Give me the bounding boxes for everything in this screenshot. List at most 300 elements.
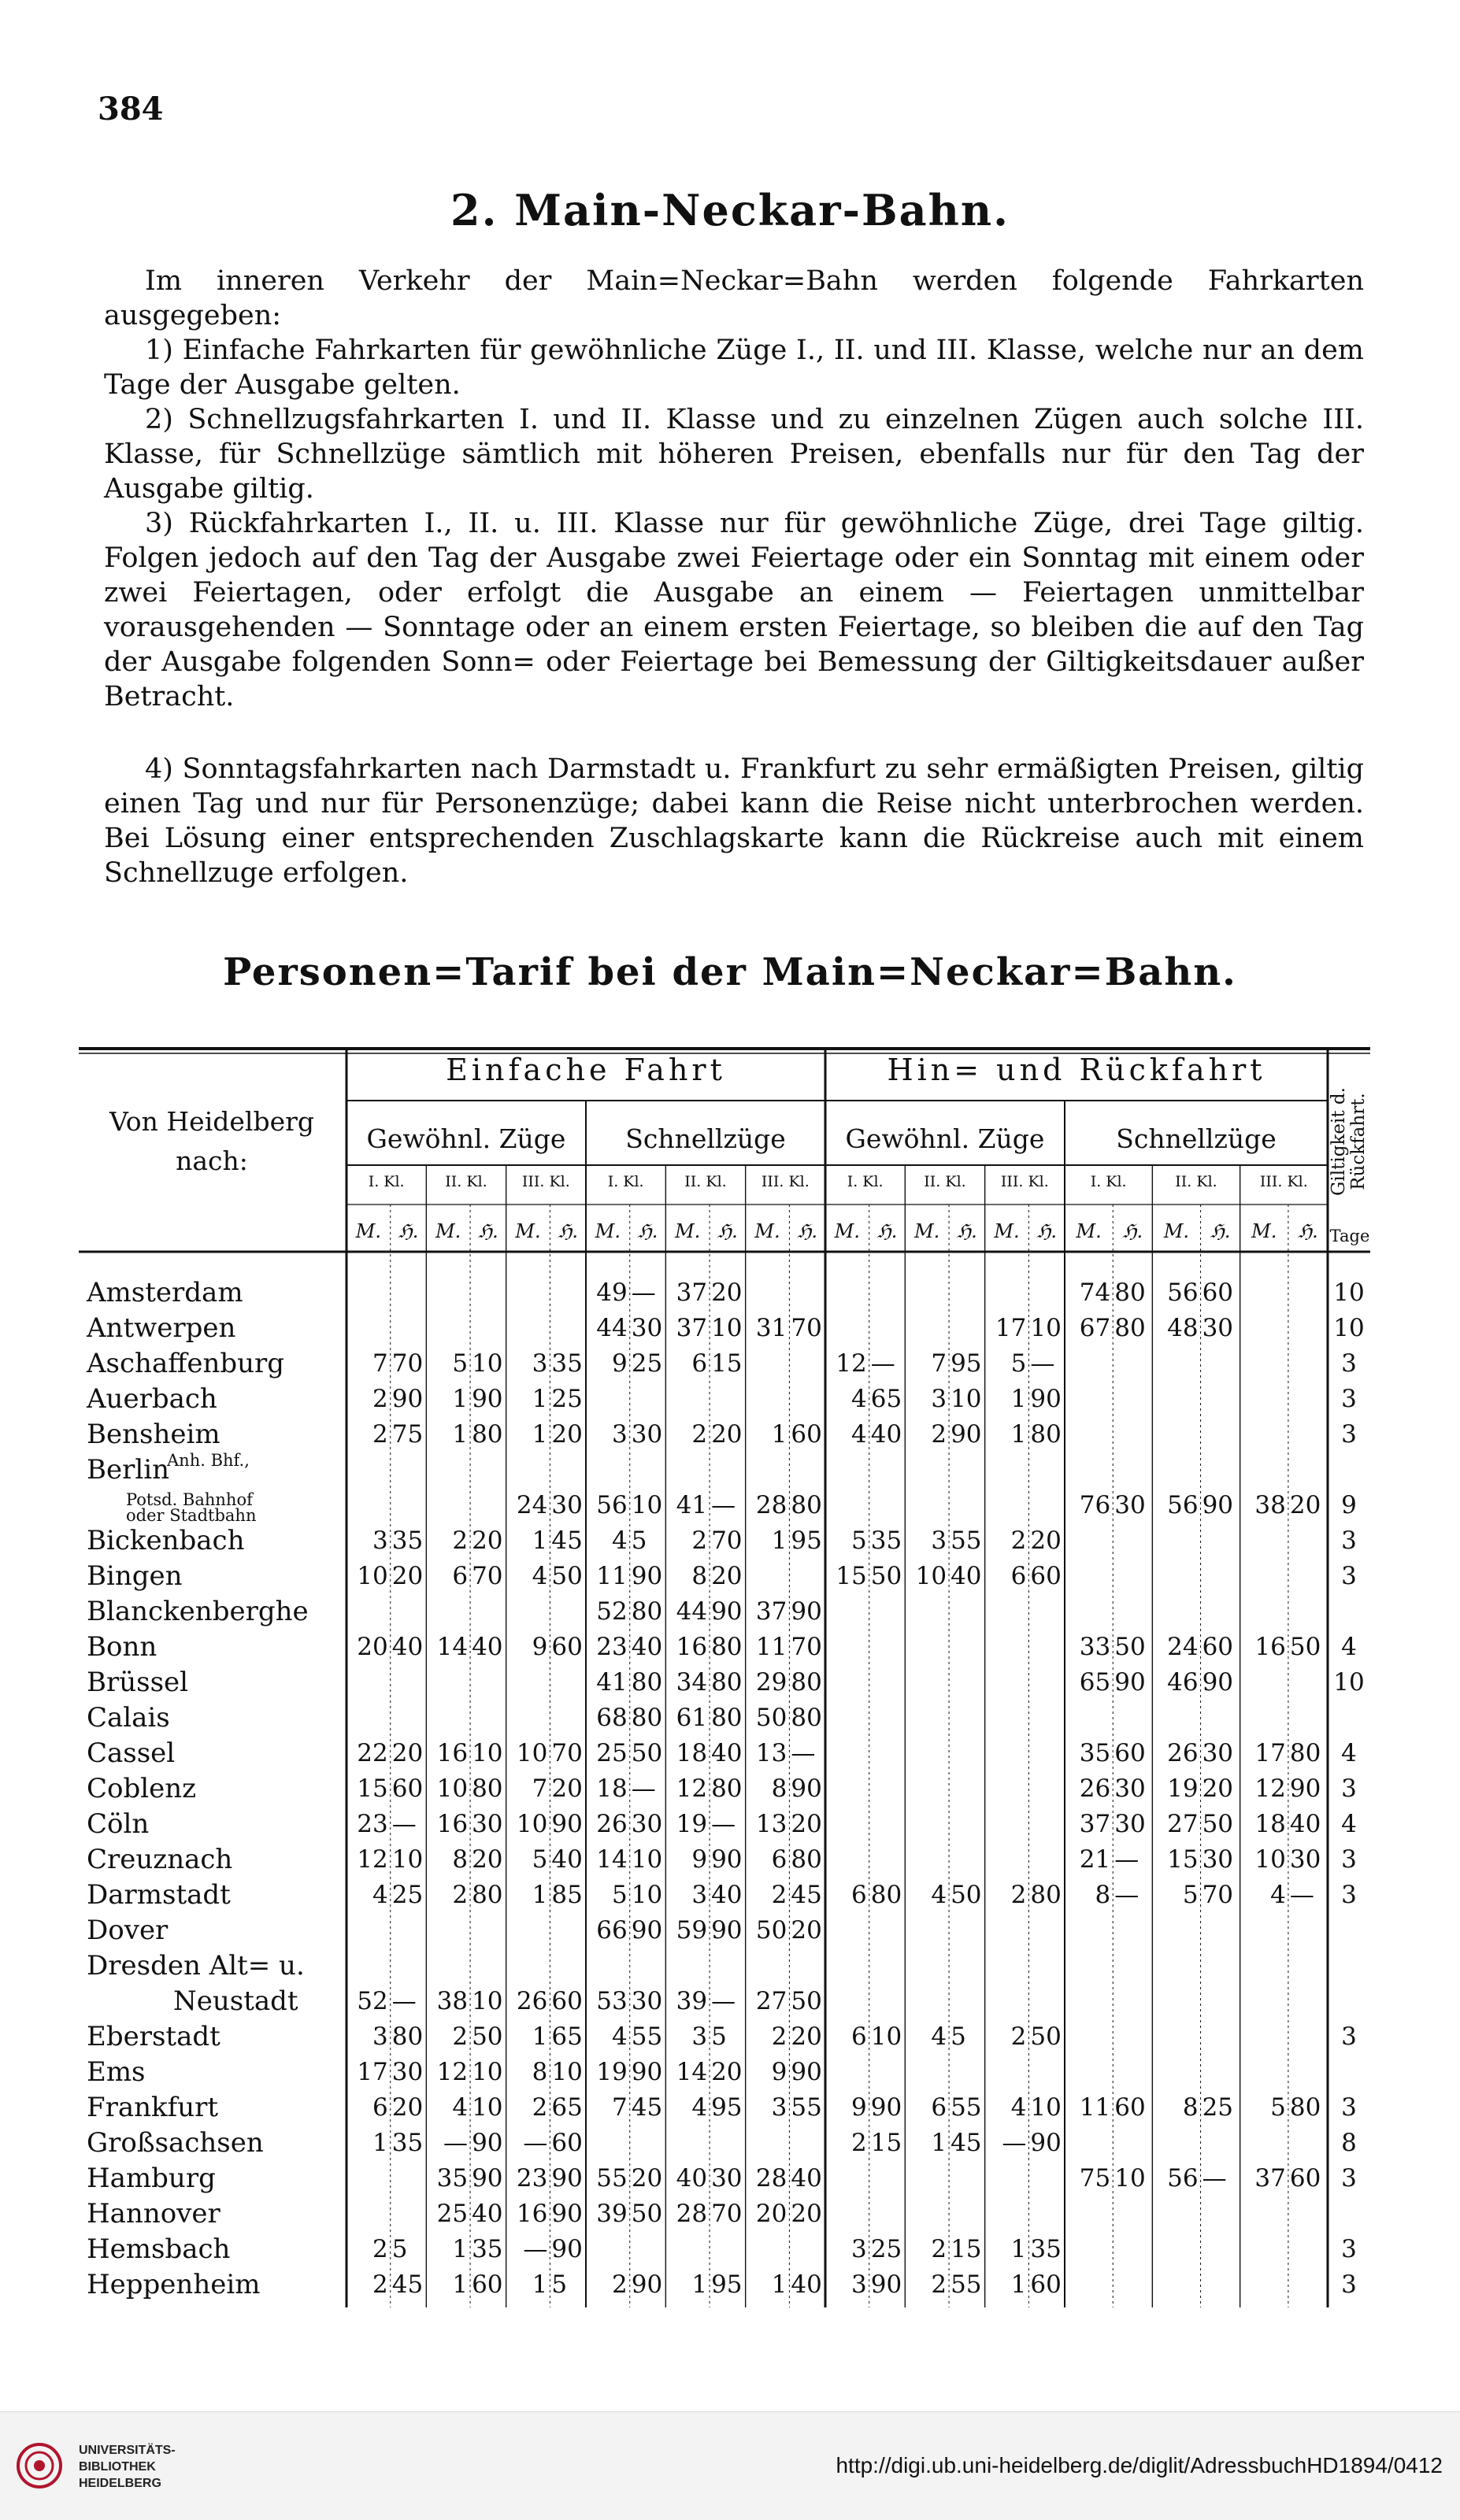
fare-pfennig: 20 [551,1420,583,1449]
fare-mark: 8 [1095,1881,1111,1909]
destination-name: Neustadt [173,1985,298,2017]
fare-pfennig: 60 [1030,2270,1062,2299]
fare-mark: 18 [596,1774,628,1803]
fare-mark: 34 [676,1668,708,1697]
header-unit-mark: M. [1163,1220,1190,1242]
fare-mark: 28 [676,2200,708,2228]
fare-mark: 6 [1010,1562,1027,1590]
fare-mark: 7 [532,1774,548,1803]
header-unit-mark: M. [914,1220,940,1242]
fare-mark: 1 [771,1526,787,1555]
fare-mark: 4 [611,1526,628,1555]
fare-mark: 2 [611,2270,628,2299]
fare-mark: 66 [596,1916,628,1945]
header-unit-pfennig: ℌ. [1298,1220,1318,1242]
header-to: nach: [176,1145,248,1176]
fare-mark: 65 [1079,1668,1111,1697]
fare-mark: 2 [931,2270,947,2299]
fare-mark: 5 [532,1845,548,1874]
destination-name: Heppenheim [87,2269,261,2300]
table-row [79,2055,1370,2090]
fare-pfennig: 20 [1289,1491,1321,1519]
fare-pfennig: 40 [631,1633,663,1661]
fare-pfennig: 70 [472,1562,503,1590]
fare-mark: — [523,2129,548,2157]
fare-pfennig: 80 [791,1845,822,1874]
fare-mark: 1 [452,1420,469,1449]
fare-table [79,1047,1370,2338]
destination-name: Darmstadt [87,1879,231,1911]
fare-pfennig: 35 [551,1349,583,1378]
fare-pfennig: 80 [631,1704,663,1732]
header-gewoehnl-1: Gewöhnl. Züge [366,1123,566,1154]
fare-mark: 56 [1167,1279,1199,1307]
fare-mark: 53 [596,1987,628,2015]
fare-pfennig: 40 [472,2200,503,2228]
fare-pfennig: 50 [551,1562,583,1590]
validity-days: 3 [1341,1881,1357,1909]
header-unit-mark: M. [595,1220,621,1242]
fare-mark: 46 [1167,1668,1199,1697]
table-row [79,1878,1370,1913]
destination-name: Bonn [87,1631,157,1663]
fare-pfennig: 10 [472,2058,503,2086]
fare-pfennig: 70 [711,2200,743,2228]
fare-mark: 11 [755,1633,787,1661]
fare-mark: 16 [436,1739,469,1767]
fare-mark: 27 [1167,1810,1199,1838]
fare-pfennig: 30 [472,1810,503,1838]
fare-pfennig: — [711,1987,736,2015]
fare-mark: 56 [1167,2164,1199,2193]
validity-days: 4 [1341,1810,1357,1838]
fare-pfennig: 65 [870,1385,902,1413]
table-row [79,1700,1370,1736]
fare-mark: 12 [357,1845,388,1874]
destination-subname: Potsd. Bahnhof [126,1490,253,1509]
header-class-1: I. Kl. [368,1173,405,1190]
fare-mark: 16 [676,1633,708,1661]
fare-pfennig: 30 [1114,1810,1146,1838]
fare-pfennig: 50 [950,1881,982,1909]
fare-mark: 4 [452,2093,469,2122]
header-unit-pfennig: ℌ. [797,1220,818,1242]
destination-name: Coblenz [87,1773,197,1804]
fare-mark: 50 [755,1916,787,1945]
fare-pfennig: 90 [631,1562,663,1590]
fare-pfennig: 50 [631,1739,663,1767]
fare-pfennig: 10 [551,2058,583,2086]
fare-mark: 28 [755,1491,787,1519]
fare-pfennig: 90 [711,1597,743,1626]
fare-mark: 17 [357,2058,388,2086]
fare-pfennig: 90 [391,1385,424,1413]
fare-pfennig: — [1114,1845,1139,1874]
fare-mark: 1 [532,2270,548,2299]
fare-mark: 39 [676,1987,708,2015]
fare-pfennig: — [1030,1349,1055,1378]
table-row [79,2196,1370,2232]
fare-pfennig: 50 [1030,2022,1062,2051]
fare-pfennig: 90 [870,2270,902,2299]
fare-mark: 2 [372,1420,388,1449]
fare-mark: 7 [372,1349,388,1378]
fare-mark: 26 [1079,1774,1111,1803]
table-row [79,2019,1370,2055]
fare-pfennig: 40 [1289,1810,1321,1838]
fare-mark: 1 [1010,1420,1027,1449]
fare-pfennig: 75 [391,1420,424,1449]
fare-mark: 1 [771,1420,787,1449]
fare-pfennig: 30 [631,1810,663,1838]
table-row [79,1311,1370,1346]
page-number: 384 [98,91,164,128]
fare-mark: 44 [596,1314,628,1342]
fare-pfennig: 20 [1202,1774,1234,1803]
fare-pfennig: 60 [1202,1633,1234,1661]
fare-mark: 44 [676,1597,708,1626]
destination-subname: Anh. Bhf., [167,1451,250,1470]
fare-pfennig: 60 [1030,1562,1062,1590]
fare-mark: 1 [532,1526,548,1555]
header-unit-mark: M. [754,1220,780,1242]
fare-pfennig: 10 [1030,1314,1062,1342]
fare-pfennig: 30 [551,1491,583,1519]
fare-mark: 17 [1254,1739,1286,1767]
header-unit-mark: M. [1251,1220,1277,1242]
fare-mark: 20 [755,2200,787,2228]
fare-pfennig: 20 [791,1810,822,1838]
fare-mark: 10 [357,1562,388,1590]
fare-mark: 10 [516,1810,548,1838]
fare-pfennig: — [1202,2164,1227,2193]
fare-mark: 2 [771,2022,787,2051]
fare-pfennig: 80 [1114,1279,1146,1307]
fare-mark: 15 [357,1774,388,1803]
fare-pfennig: 55 [631,2022,663,2051]
header-unit-pfennig: ℌ. [1210,1220,1231,1242]
validity-days: 3 [1341,1526,1357,1555]
fare-pfennig: 70 [791,1314,822,1342]
fare-mark: 1 [1010,1385,1027,1413]
fare-pfennig: 30 [391,2058,424,2086]
destination-name: Blanckenberghe [87,1596,309,1627]
destination-name: Großsachsen [87,2127,264,2159]
fare-pfennig: 10 [631,1881,663,1909]
fare-pfennig: — [1114,1881,1139,1909]
header-class-1: I. Kl. [607,1173,644,1190]
fare-mark: 5 [1010,1349,1027,1378]
fare-pfennig: 95 [711,2093,743,2122]
table-row [79,1559,1370,1594]
fare-mark: 4 [532,1562,548,1590]
fare-mark: 52 [357,1987,388,2015]
header-class-2: II. Kl. [445,1173,487,1190]
fare-mark: 4 [611,2022,628,2051]
fare-pfennig: 50 [472,2022,503,2051]
header-tage: Tage [1329,1227,1370,1245]
fare-pfennig: 65 [551,2022,583,2051]
header-validity: Giltigkeit d. Rückfahrt. [1328,1087,1369,1196]
fare-pfennig: 20 [791,2022,822,2051]
fare-mark: 21 [1079,1845,1111,1874]
fare-mark: 18 [1254,1810,1286,1838]
fare-mark: 1 [771,2270,787,2299]
fare-mark: 38 [1254,1491,1286,1519]
fare-mark: 48 [1167,1314,1199,1342]
table-row [79,1417,1370,1452]
fare-mark: 26 [1167,1739,1199,1767]
fare-mark: 14 [676,2058,708,2086]
fare-mark: 5 [850,1526,867,1555]
destination-name: Eberstadt [87,2021,220,2052]
fare-pfennig: 90 [711,1916,743,1945]
validity-days: 3 [1341,1845,1357,1874]
fare-mark: 24 [516,1491,548,1519]
fare-mark: 61 [676,1704,708,1732]
fare-mark: 19 [676,1810,708,1838]
destination-name: Amsterdam [87,1277,243,1308]
table-row [79,1807,1370,1842]
fare-pfennig: 30 [1202,1314,1234,1342]
fare-pfennig: 30 [631,1420,663,1449]
validity-days: 10 [1333,1279,1365,1307]
fare-pfennig: 60 [551,2129,583,2157]
header-unit-mark: M. [435,1220,461,1242]
fare-mark: 2 [931,2235,947,2263]
destination-name: Hemsbach [87,2233,231,2265]
fare-pfennig: 20 [391,2093,424,2122]
fare-mark: 26 [596,1810,628,1838]
table-row [79,2161,1370,2196]
destination-name: Dover [87,1915,169,1946]
validity-days: 3 [1341,2235,1357,2263]
fare-pfennig: 80 [631,1668,663,1697]
fare-pfennig: 30 [1114,1774,1146,1803]
fare-pfennig: 20 [631,2164,663,2193]
fare-mark: 56 [1167,1491,1199,1519]
fare-pfennig: 40 [711,1881,743,1909]
fare-mark: 2 [771,1881,787,1909]
table-row [79,1382,1370,1417]
fare-pfennig: 5 [711,2022,727,2051]
destination-name: Brüssel [87,1667,189,1698]
fare-mark: 6 [850,1881,867,1909]
fare-pfennig: 10 [391,1845,424,1874]
header-unit-pfennig: ℌ. [956,1220,977,1242]
source-url-link[interactable]: http://digi.ub.uni-heidelberg.de/diglit/AdressbuchHD1894/0412 [836,2453,1443,2477]
fare-pfennig: 80 [1030,1420,1062,1449]
fare-pfennig: 80 [472,1881,503,1909]
fare-mark: 10 [915,1562,947,1590]
fare-mark: 14 [436,1633,469,1661]
fare-pfennig: — [631,1774,656,1803]
destination-name: Cassel [87,1737,176,1769]
fare-mark: 3 [372,2022,388,2051]
fare-mark: 1 [452,2235,469,2263]
fare-pfennig: 70 [551,1739,583,1767]
fare-pfennig: 25 [1202,2093,1234,2122]
fare-pfennig: 80 [631,1597,663,1626]
fare-pfennig: 20 [551,1774,583,1803]
fare-pfennig: 10 [870,2022,902,2051]
fare-mark: 40 [676,2164,708,2193]
fare-mark: 4 [931,1881,947,1909]
fare-mark: 4 [931,2022,947,2051]
fare-mark: 6 [372,2093,388,2122]
fare-mark: 3 [850,2235,867,2263]
fare-mark: 11 [1079,2093,1111,2122]
fare-mark: 4 [850,1385,867,1413]
fare-pfennig: 15 [711,1349,743,1378]
paragraph-schnellzug: 2) Schnellzugsfahrkarten I. und II. Klasse und zu einzelnen Zügen auch solche III. Klasse, für Schnellzüge sämtlich mit höheren Preisen, ebenfalls nur für den Tag der Ausgabe giltig. [104,404,1364,505]
header-unit-mark: M. [675,1220,701,1242]
fare-pfennig: 80 [711,1774,743,1803]
fare-mark: 6 [931,2093,947,2122]
fare-pfennig: 25 [631,1349,663,1378]
fare-pfennig: 20 [472,1845,503,1874]
fare-mark: 1 [1010,2270,1027,2299]
fare-mark: 16 [516,2200,548,2228]
fare-mark: 4 [850,1420,867,1449]
fare-pfennig: 80 [391,2022,424,2051]
destination-name: Bickenbach [87,1525,245,1556]
fare-mark: 8 [452,1845,469,1874]
header-unit-mark: M. [834,1220,860,1242]
fare-mark: 75 [1079,2164,1111,2193]
fare-pfennig: 90 [551,2164,583,2193]
fare-mark: 1 [452,1385,469,1413]
fare-pfennig: 80 [791,1491,822,1519]
fare-pfennig: 70 [1202,1881,1234,1909]
fare-pfennig: 10 [711,1314,743,1342]
fare-pfennig: — [791,1739,816,1767]
fare-mark: 3 [611,1420,628,1449]
fare-pfennig: — [711,1491,736,1519]
destination-name: Dresden Alt= u. [87,1950,305,1982]
fare-mark: 3 [931,1385,947,1413]
fare-pfennig: — [391,1987,417,2015]
fare-pfennig: 80 [711,1668,743,1697]
fare-pfennig: 90 [1202,1668,1234,1697]
fare-mark: 29 [755,1668,787,1697]
fare-pfennig: 90 [1289,1774,1321,1803]
fare-pfennig: — [631,1279,656,1307]
destination-name: Hamburg [87,2163,216,2194]
fare-mark: 35 [436,2164,469,2193]
intro-paragraph: Im inneren Verkehr der Main=Neckar=Bahn werden folgende Fahrkarten ausgegeben: [104,265,1364,331]
fare-pfennig: 35 [1030,2235,1062,2263]
header-unit-pfennig: ℌ. [558,1220,579,1242]
fare-pfennig: 90 [631,1916,663,1945]
table-row [79,2267,1370,2303]
table-row [79,1984,1370,2019]
fare-mark: 7 [611,2093,628,2122]
fare-pfennig: 90 [791,2058,822,2086]
fare-pfennig: 20 [711,2058,743,2086]
fare-mark: 12 [1254,1774,1286,1803]
fare-mark: 2 [1010,1881,1027,1909]
fare-pfennig: 45 [631,2093,663,2122]
destination-name: Bingen [87,1560,183,1592]
fare-mark: 59 [676,1916,708,1945]
validity-days: 3 [1341,1562,1357,1590]
fare-mark: 23 [357,1810,388,1838]
table-row [79,2090,1370,2126]
fare-mark: 26 [516,1987,548,2015]
fare-pfennig: 30 [1289,1845,1321,1874]
fare-mark: 41 [596,1668,628,1697]
fare-pfennig: 5 [631,1526,647,1555]
header-class-3: III. Kl. [521,1173,570,1190]
fare-mark: 4 [372,1881,388,1909]
fare-mark: 7 [931,1349,947,1378]
header-unit-pfennig: ℌ. [717,1220,738,1242]
fare-pfennig: 90 [870,2093,902,2122]
fare-mark: 50 [755,1704,787,1732]
fare-pfennig: 30 [1202,1845,1234,1874]
fare-mark: 23 [516,2164,548,2193]
fare-pfennig: 60 [1202,1279,1234,1307]
header-schnell-1: Schnellzüge [625,1123,786,1154]
validity-days: 3 [1341,2022,1357,2051]
fare-mark: 9 [532,1633,548,1661]
fare-pfennig: 10 [950,1385,982,1413]
footer-bar [0,2411,1460,2520]
fare-mark: 2 [452,1881,469,1909]
fare-pfennig: 40 [391,1633,424,1661]
fare-pfennig: 80 [1289,2093,1321,2122]
fare-mark: 68 [596,1704,628,1732]
table-row [79,1842,1370,1878]
destination-name: Hannover [87,2198,220,2230]
fare-mark: 2 [1010,1526,1027,1555]
table-row [79,1275,1370,1311]
header-class-2: II. Kl. [924,1173,966,1190]
fare-pfennig: 70 [791,1633,822,1661]
fare-mark: 31 [755,1314,787,1342]
fare-mark: 35 [1079,1739,1111,1767]
header-unit-mark: M. [355,1220,381,1242]
table-title: Personen=Tarif bei der Main=Neckar=Bahn. [223,950,1237,994]
fare-mark: 17 [995,1314,1027,1342]
fare-pfennig: 90 [791,1597,822,1626]
fare-pfennig: — [711,1810,736,1838]
fare-mark: 11 [596,1562,628,1590]
fare-pfennig: 40 [791,2164,822,2193]
fare-pfennig: 50 [1202,1810,1234,1838]
fare-pfennig: 90 [472,2164,503,2193]
fare-pfennig: 95 [950,1349,982,1378]
fare-pfennig: 90 [472,1385,503,1413]
header-class-3: III. Kl. [1000,1173,1049,1190]
header-class-2: II. Kl. [1175,1173,1217,1190]
fare-mark: 1 [452,2270,469,2299]
fare-mark: 6 [850,2022,867,2051]
header-unit-mark: M. [994,1220,1020,1242]
table-row [79,1771,1370,1807]
fare-mark: 33 [1079,1633,1111,1661]
destination-name: Berlin [87,1454,170,1486]
validity-days: 3 [1341,1349,1357,1378]
fare-pfennig: 80 [1030,1881,1062,1909]
fare-mark: 37 [1079,1810,1111,1838]
fare-mark: 8 [771,1774,787,1803]
fare-mark: 20 [357,1633,388,1661]
fare-mark: 9 [691,1845,708,1874]
fare-mark: — [523,2235,548,2263]
fare-mark: 1 [532,1420,548,1449]
